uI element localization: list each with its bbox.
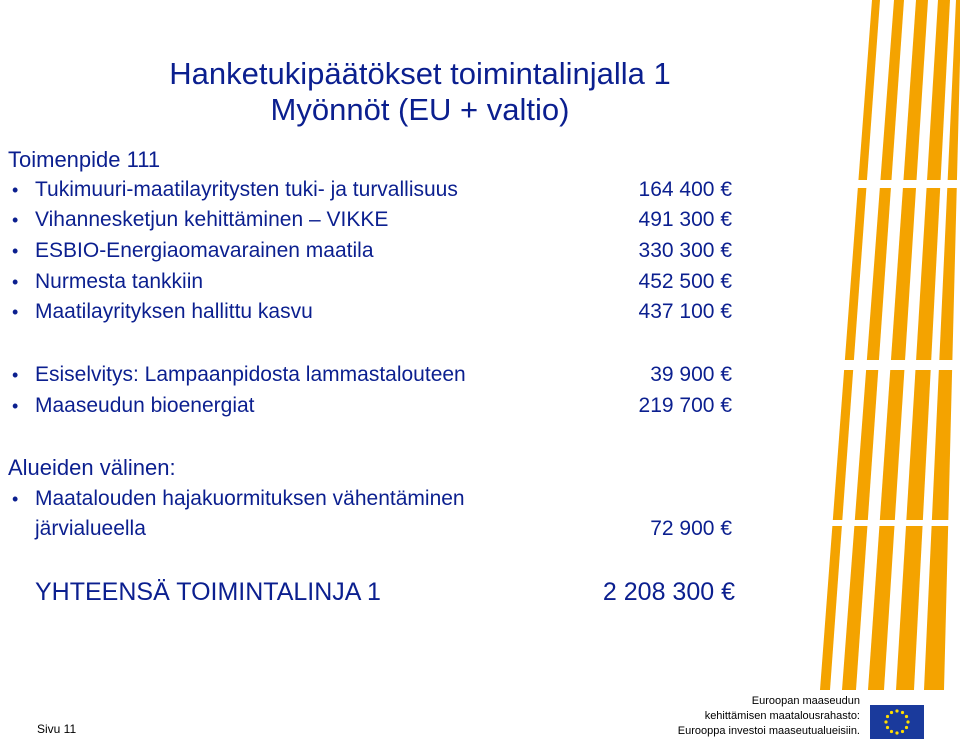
slide-subtitle: Myönnöt (EU + valtio) [270,92,570,127]
item-amount: 219 700 € [638,394,732,417]
eu-flag-icon [870,705,924,739]
item-label: Esiselvitys: Lampaanpidosta lammastalouteen [35,363,466,386]
list-item [12,297,732,327]
euro-icon: € [720,270,732,293]
item-label-line2: järvialueella [35,517,146,540]
euro-icon: € [720,178,732,201]
item-amount: 164 400 € [638,178,732,201]
section-heading-toimenpide: Toimenpide 111 [8,147,161,172]
euro-icon: € [720,208,732,231]
orange-stripes-decoration [820,0,960,690]
bullet-icon: • [12,272,19,292]
euro-icon: € [720,517,732,540]
fund-caption: Euroopan maaseudun kehittämisen maatalousrahasto: Eurooppa investoi maaseutualueisiin. [677,695,860,737]
item-amount: 452 500 € [638,270,732,293]
item-amount: 39 900 € [650,363,732,386]
euro-icon: € [720,239,732,262]
list-item [12,360,732,390]
bullet-icon: • [12,396,19,416]
item-amount: 72 900 € [650,517,732,540]
euro-icon: € [720,300,732,323]
list-item [12,391,732,421]
page-number: Sivu 11 [37,722,77,736]
slide-title: Hanketukipäätökset toimintalinjalla 1 [169,56,671,91]
bullet-icon: • [12,365,19,385]
item-amount: 491 300 € [638,208,732,231]
bullet-icon: • [12,180,19,200]
item-amount: 437 100 € [638,300,732,323]
item-label: ESBIO-Energiaomavarainen maatila [35,239,374,262]
euro-icon: € [720,394,732,417]
item-label: Tukimuuri-maatilayritysten tuki- ja turvallisuus [35,178,458,201]
list-item [12,484,732,544]
total-amount: 2 208 300 € [602,578,735,606]
total-row [35,574,735,610]
item-label: Maatilayrityksen hallittu kasvu [35,300,313,323]
section-heading-alueiden: Alueiden välinen: [8,455,176,480]
list-item [12,236,732,266]
bullet-icon: • [12,241,19,261]
list-item [12,267,732,297]
total-label: YHTEENSÄ TOIMINTALINJA 1 [35,578,381,606]
bullet-icon: • [12,302,19,322]
list-item [12,205,732,235]
item-label: Nurmesta tankkiin [35,270,204,293]
item-label: Maaseudun bioenergiat [35,394,255,417]
bullet-icon: • [12,210,19,230]
item-label-line1: Maatalouden hajakuormituksen vähentäminen [35,487,465,510]
item-amount: 330 300 € [638,239,732,262]
bullet-icon: • [12,489,19,509]
item-label: Vihannesketjun kehittäminen – VIKKE [35,208,389,231]
euro-icon: € [721,578,735,606]
list-item [12,175,732,205]
euro-icon: € [720,363,732,386]
